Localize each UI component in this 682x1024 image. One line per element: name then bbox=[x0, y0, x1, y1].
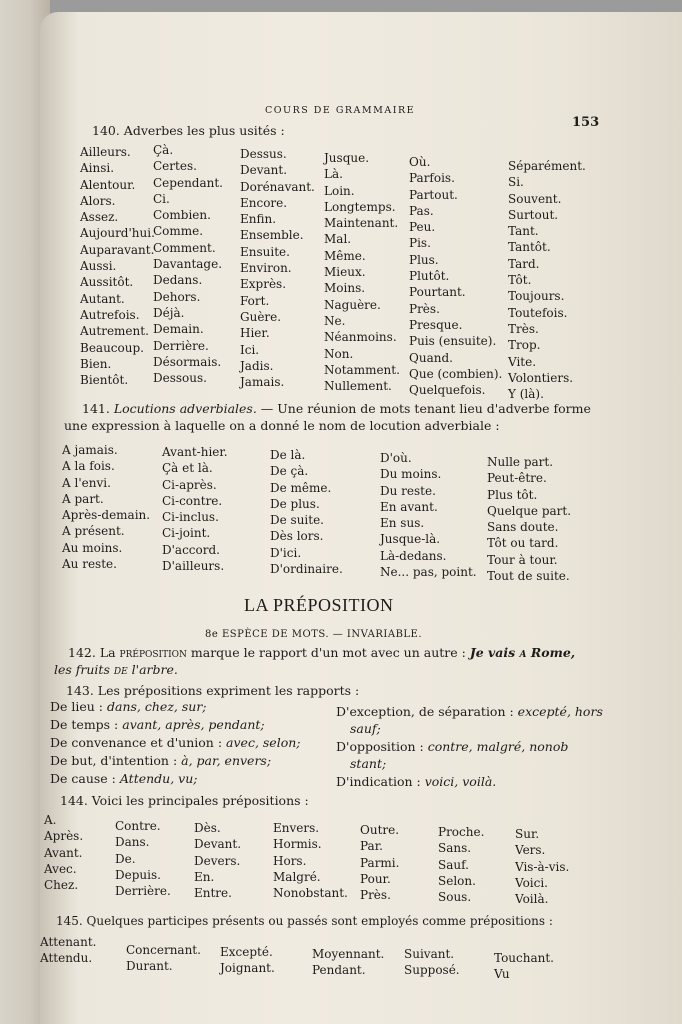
locution: Ci-joint. bbox=[162, 526, 211, 541]
adverb: Dehors. bbox=[153, 289, 201, 304]
preposition: Sous. bbox=[438, 890, 472, 905]
adverb: Longtemps. bbox=[324, 199, 396, 214]
relation-examples: contre, malgré, nonob bbox=[427, 739, 569, 754]
adverb: Ainsi. bbox=[80, 161, 115, 176]
adverb: Surtout. bbox=[508, 207, 559, 222]
participle: Vu bbox=[494, 967, 510, 982]
adverb: Comme. bbox=[153, 224, 204, 239]
adverb: Ensuite. bbox=[240, 244, 290, 259]
adverb: Çà. bbox=[153, 143, 174, 157]
adverb: Maintenant. bbox=[324, 216, 399, 231]
locution: De suite. bbox=[270, 513, 324, 528]
preposition: Avec. bbox=[44, 861, 77, 876]
adverb: Plus. bbox=[409, 252, 439, 267]
relation-label: D'exception, de séparation : bbox=[336, 704, 518, 719]
locution: D'accord. bbox=[162, 542, 220, 557]
locution: Au moins. bbox=[62, 540, 123, 555]
locution: De même. bbox=[270, 480, 332, 495]
adverb: Dessus. bbox=[240, 147, 287, 161]
adverb: Naguère. bbox=[324, 297, 381, 312]
adverb: Non. bbox=[324, 346, 354, 361]
preposition: Outre. bbox=[360, 823, 400, 837]
adverb: Dessous. bbox=[153, 371, 207, 386]
adverb: Que (combien). bbox=[409, 366, 503, 381]
preposition: Vers. bbox=[515, 843, 546, 858]
adverb: Là. bbox=[324, 167, 343, 182]
running-title: COURS DE GRAMMAIRE bbox=[265, 105, 416, 116]
section-number: 142. bbox=[68, 645, 96, 660]
adverb-column-2 bbox=[153, 142, 223, 386]
example: les fruits bbox=[54, 662, 114, 677]
locution: De là. bbox=[270, 448, 306, 462]
adverb: Loin. bbox=[324, 183, 355, 198]
adverb: Alors. bbox=[80, 193, 116, 208]
section-subheading: 8e ESPÈCE DE MOTS. — INVARIABLE. bbox=[205, 629, 423, 640]
relation-examples: à, par, envers; bbox=[181, 753, 272, 768]
locution: D'ordinaire. bbox=[270, 562, 343, 577]
preposition: Dès. bbox=[194, 821, 221, 835]
participle: Pendant. bbox=[312, 963, 366, 978]
locution: Ci-contre. bbox=[162, 493, 223, 508]
locution: D'ici. bbox=[270, 545, 302, 560]
preposition: Sur. bbox=[515, 827, 540, 841]
adverb: Mieux. bbox=[324, 265, 366, 280]
adverb: Assez. bbox=[80, 210, 119, 225]
adverb: Séparément. bbox=[508, 159, 586, 173]
adverb: Jamais. bbox=[240, 375, 285, 390]
participle: Suivant. bbox=[404, 947, 455, 961]
adverb: Autant. bbox=[80, 291, 125, 306]
example: l'arbre. bbox=[127, 662, 178, 677]
participle: Moyennant. bbox=[312, 947, 385, 961]
locution: Du moins. bbox=[380, 467, 442, 482]
locution: Avant-hier. bbox=[162, 445, 228, 459]
adverb: Certes. bbox=[153, 159, 197, 174]
relation-examples: dans, chez, sur; bbox=[107, 699, 207, 714]
preposition: Près. bbox=[360, 888, 391, 903]
participle: Supposé. bbox=[404, 963, 460, 978]
locution: De çà. bbox=[270, 464, 309, 479]
adverb: Où. bbox=[409, 155, 431, 169]
preposition-column-5 bbox=[360, 822, 399, 903]
adverb: Parfois. bbox=[409, 171, 455, 186]
adverb: Jusque. bbox=[324, 151, 370, 165]
locution: Ci-inclus. bbox=[162, 510, 219, 525]
adverb: Trop. bbox=[508, 338, 541, 353]
participle: Attenant. bbox=[40, 935, 97, 949]
relation-label: D'indication : bbox=[336, 774, 425, 789]
preposition: Pour. bbox=[360, 871, 391, 886]
participle-column-4 bbox=[312, 946, 384, 979]
locution: D'ailleurs. bbox=[162, 559, 225, 574]
locution: Jusque-là. bbox=[380, 532, 441, 547]
preposition: Avant. bbox=[44, 845, 83, 860]
adverb: Volontiers. bbox=[508, 370, 574, 385]
locution: D'où. bbox=[380, 451, 412, 465]
participle: Touchant. bbox=[494, 951, 554, 965]
adverb: Fort. bbox=[240, 293, 270, 308]
locution: En avant. bbox=[380, 499, 438, 514]
example: a bbox=[519, 645, 527, 660]
adverb: Désormais. bbox=[153, 354, 222, 369]
relation-examples: excepté, hors bbox=[517, 704, 603, 719]
adverb: Quelquefois. bbox=[409, 383, 486, 398]
example: Je vais bbox=[469, 645, 520, 660]
adverb: Auparavant. bbox=[80, 242, 155, 257]
section-text: — Une réunion de mots tenant lieu d'adverbe forme bbox=[256, 401, 591, 416]
section-143-heading: 143. Les prépositions expriment les rapports : bbox=[66, 683, 360, 698]
relation-convenance bbox=[50, 736, 301, 750]
relation-temps bbox=[50, 718, 265, 732]
term: préposition bbox=[119, 645, 187, 660]
example: Rome, bbox=[526, 645, 576, 660]
locution: A présent. bbox=[62, 524, 125, 539]
locution-column-5 bbox=[487, 454, 571, 584]
locution: Ci-après. bbox=[162, 477, 217, 492]
participle: Excepté. bbox=[220, 945, 273, 959]
adverb: Si. bbox=[508, 175, 524, 190]
relation-label: De convenance et d'union : bbox=[50, 735, 227, 750]
participle-column-2 bbox=[126, 942, 201, 975]
section-text: marque le rapport d'un mot avec un autre : bbox=[186, 645, 470, 660]
preposition: En. bbox=[194, 869, 215, 884]
section-title: Locutions adverbiales. bbox=[113, 401, 257, 416]
adverb: Dedans. bbox=[153, 273, 203, 288]
page-number: 153 bbox=[572, 115, 600, 130]
adverb: Jadis. bbox=[240, 358, 274, 373]
preposition: Envers. bbox=[273, 821, 320, 835]
preposition: De. bbox=[115, 851, 136, 866]
adverb: Hier. bbox=[240, 326, 270, 341]
preposition: Parmi. bbox=[360, 855, 400, 870]
adverb: Pis. bbox=[409, 236, 431, 251]
adverb: Notamment. bbox=[324, 362, 400, 377]
relation-label: De temps : bbox=[50, 717, 123, 732]
locution: Dès lors. bbox=[270, 529, 324, 544]
section-142-line-2 bbox=[54, 663, 178, 677]
adverb: Souvent. bbox=[508, 191, 562, 206]
preposition: Dans. bbox=[115, 835, 150, 850]
preposition-column-7 bbox=[515, 826, 569, 907]
adverb: Cependant. bbox=[153, 175, 223, 190]
relation-label: D'opposition : bbox=[336, 739, 428, 754]
adverb: Ne. bbox=[324, 313, 346, 328]
relation-label: De but, d'intention : bbox=[50, 753, 182, 768]
relation-examples: stant; bbox=[350, 756, 387, 771]
locution: Peut-être. bbox=[487, 471, 547, 486]
locution: Après-demain. bbox=[62, 508, 151, 523]
participle-column-5 bbox=[404, 946, 460, 979]
adverb: Ici. bbox=[240, 342, 260, 357]
adverb: Ailleurs. bbox=[80, 145, 131, 159]
section-144-heading: 144. Voici les principales prépositions : bbox=[60, 793, 309, 808]
preposition: Voilà. bbox=[515, 892, 549, 907]
section-heading: LA PRÉPOSITION bbox=[244, 595, 394, 615]
locution: A jamais. bbox=[62, 443, 118, 457]
relation-examples: avec, selon; bbox=[226, 735, 301, 750]
adverb-column-6 bbox=[508, 158, 586, 402]
adverb: Bientôt. bbox=[80, 373, 129, 388]
locution: Tout de suite. bbox=[487, 569, 570, 584]
adverb: Tantôt. bbox=[508, 240, 551, 255]
relation-indication bbox=[336, 775, 496, 789]
relation-opposition-cont bbox=[350, 757, 386, 771]
locution: A la fois. bbox=[62, 459, 115, 474]
preposition-column-1 bbox=[44, 812, 83, 893]
preposition: Proche. bbox=[438, 825, 485, 839]
adverb: Ci. bbox=[153, 191, 170, 206]
adverb: Mal. bbox=[324, 232, 352, 247]
adverb: Y (là). bbox=[508, 387, 544, 402]
preposition-column-3 bbox=[194, 820, 241, 901]
adverb: Nullement. bbox=[324, 379, 392, 394]
adverb-column-5 bbox=[409, 154, 502, 398]
adverb: Encore. bbox=[240, 195, 288, 210]
locution: En sus. bbox=[380, 516, 425, 531]
preposition-column-4 bbox=[273, 820, 348, 901]
adverb: Toutefois. bbox=[508, 305, 568, 320]
preposition: Entre. bbox=[194, 886, 232, 901]
adverb-column-3 bbox=[240, 146, 315, 390]
relation-examples: voici, voilà. bbox=[424, 774, 497, 789]
locution: Tôt ou tard. bbox=[487, 536, 559, 551]
adverb: Toujours. bbox=[508, 289, 565, 304]
locution: Çà et là. bbox=[162, 461, 213, 476]
relation-opposition bbox=[336, 740, 568, 754]
adverb: Combien. bbox=[153, 208, 211, 223]
adverb: Pas. bbox=[409, 203, 434, 218]
locution: Quelque part. bbox=[487, 503, 572, 518]
relation-exception-cont bbox=[350, 722, 381, 736]
adverb: Peu. bbox=[409, 220, 436, 235]
section-number: 141. bbox=[82, 401, 110, 416]
adverb-column-1 bbox=[80, 144, 155, 388]
adverb: Exprès. bbox=[240, 277, 287, 292]
relation-cause bbox=[50, 772, 198, 786]
adverb: Derrière. bbox=[153, 338, 209, 353]
preposition: Sans. bbox=[438, 841, 472, 856]
adverb: Enfin. bbox=[240, 212, 277, 227]
locution: Sans doute. bbox=[487, 520, 559, 535]
participle-column-1 bbox=[40, 934, 96, 967]
adverb: Néanmoins. bbox=[324, 330, 397, 345]
locution: Du reste. bbox=[380, 483, 436, 498]
locution-column-1 bbox=[62, 442, 150, 572]
locution: A part. bbox=[62, 491, 104, 506]
adverb: Partout. bbox=[409, 187, 458, 202]
participle: Attendu. bbox=[40, 951, 93, 966]
adverb: Comment. bbox=[153, 240, 216, 255]
adverb: Très. bbox=[508, 321, 539, 336]
adverb-column-4 bbox=[324, 150, 400, 394]
locution: A l'envi. bbox=[62, 475, 111, 490]
locution-column-3 bbox=[270, 447, 343, 577]
preposition: Selon. bbox=[438, 873, 476, 888]
preposition: Devers. bbox=[194, 853, 241, 868]
adverb: Près. bbox=[409, 301, 440, 316]
locution-column-4 bbox=[380, 450, 477, 580]
adverb: Plutôt. bbox=[409, 269, 450, 284]
locution: De plus. bbox=[270, 496, 320, 511]
participle-column-3 bbox=[220, 944, 275, 977]
preposition: Derrière. bbox=[115, 884, 171, 899]
relation-label: De cause : bbox=[50, 771, 120, 786]
relation-label: De lieu : bbox=[50, 699, 107, 714]
example: de bbox=[113, 662, 128, 677]
preposition: Hormis. bbox=[273, 837, 322, 852]
preposition: A. bbox=[44, 813, 57, 827]
adverb: Aujourd'hui. bbox=[80, 226, 155, 241]
preposition-column-6 bbox=[438, 824, 484, 905]
section-145-heading: 145. Quelques participes présents ou passés sont employés comme prépositions : bbox=[56, 914, 553, 928]
locution: Ne... pas, point. bbox=[380, 565, 477, 580]
adverb: Ensemble. bbox=[240, 228, 304, 243]
adverb: Bien. bbox=[80, 356, 112, 371]
adverb: Aussitôt. bbox=[80, 275, 134, 290]
locution: Au reste. bbox=[62, 557, 117, 572]
section-text: La bbox=[95, 645, 120, 660]
participle: Concernant. bbox=[126, 943, 201, 957]
preposition: Contre. bbox=[115, 819, 161, 833]
adverb: Autrement. bbox=[80, 324, 149, 339]
locution-column-2 bbox=[162, 444, 228, 574]
adverb: Demain. bbox=[153, 322, 204, 337]
participle: Durant. bbox=[126, 959, 173, 974]
preposition: Devant. bbox=[194, 837, 242, 852]
preposition: Par. bbox=[360, 839, 383, 854]
locution: Plus tôt. bbox=[487, 487, 538, 502]
adverb: Presque. bbox=[409, 317, 463, 332]
section-142-line-1 bbox=[68, 646, 575, 660]
adverb: Pourtant. bbox=[409, 285, 466, 300]
adverb: Tôt. bbox=[508, 273, 532, 288]
relation-examples: avant, après, pendant; bbox=[122, 717, 265, 732]
section-140-heading: 140. Adverbes les plus usités : bbox=[92, 123, 285, 138]
adverb: Même. bbox=[324, 248, 366, 263]
adverb: Environ. bbox=[240, 261, 292, 276]
preposition: Depuis. bbox=[115, 867, 161, 882]
relation-examples: sauf; bbox=[350, 721, 381, 736]
adverb: Quand. bbox=[409, 350, 453, 365]
preposition: Nonobstant. bbox=[273, 886, 348, 901]
adverb: Dorénavant. bbox=[240, 179, 315, 194]
section-141-line-1 bbox=[82, 402, 591, 416]
adverb: Alentour. bbox=[80, 177, 136, 192]
preposition: Vis-à-vis. bbox=[515, 859, 570, 874]
preposition: Après. bbox=[44, 829, 84, 844]
adverb: Tant. bbox=[508, 224, 539, 239]
locution: Tour à tour. bbox=[487, 552, 558, 567]
relation-exception bbox=[336, 705, 603, 719]
relation-lieu bbox=[50, 700, 207, 714]
adverb: Beaucoup. bbox=[80, 340, 144, 355]
adverb: Devant. bbox=[240, 163, 288, 178]
relation-but bbox=[50, 754, 271, 768]
adverb: Guère. bbox=[240, 309, 282, 324]
locution: Nulle part. bbox=[487, 455, 554, 469]
preposition: Voici. bbox=[515, 875, 548, 890]
preposition: Malgré. bbox=[273, 869, 321, 884]
participle-column-6 bbox=[494, 950, 554, 983]
adverb: Puis (ensuite). bbox=[409, 334, 497, 349]
adverb: Aussi. bbox=[80, 259, 117, 274]
preposition: Sauf. bbox=[438, 857, 469, 872]
section-141-line-2: une expression à laquelle on a donné le nom de locution adverbiale : bbox=[64, 418, 500, 433]
adverb: Vite. bbox=[508, 354, 537, 369]
adverb: Davantage. bbox=[153, 257, 223, 272]
preposition: Chez. bbox=[44, 878, 79, 893]
adverb: Déjà. bbox=[153, 305, 185, 320]
preposition: Hors. bbox=[273, 853, 307, 868]
relation-examples: Attendu, vu; bbox=[119, 771, 198, 786]
locution: Là-dedans. bbox=[380, 548, 447, 563]
adverb: Moins. bbox=[324, 281, 366, 296]
adverb: Tard. bbox=[508, 256, 540, 271]
preposition-column-2 bbox=[115, 818, 171, 899]
adverb: Autrefois. bbox=[80, 307, 140, 322]
participle: Joignant. bbox=[220, 961, 275, 976]
